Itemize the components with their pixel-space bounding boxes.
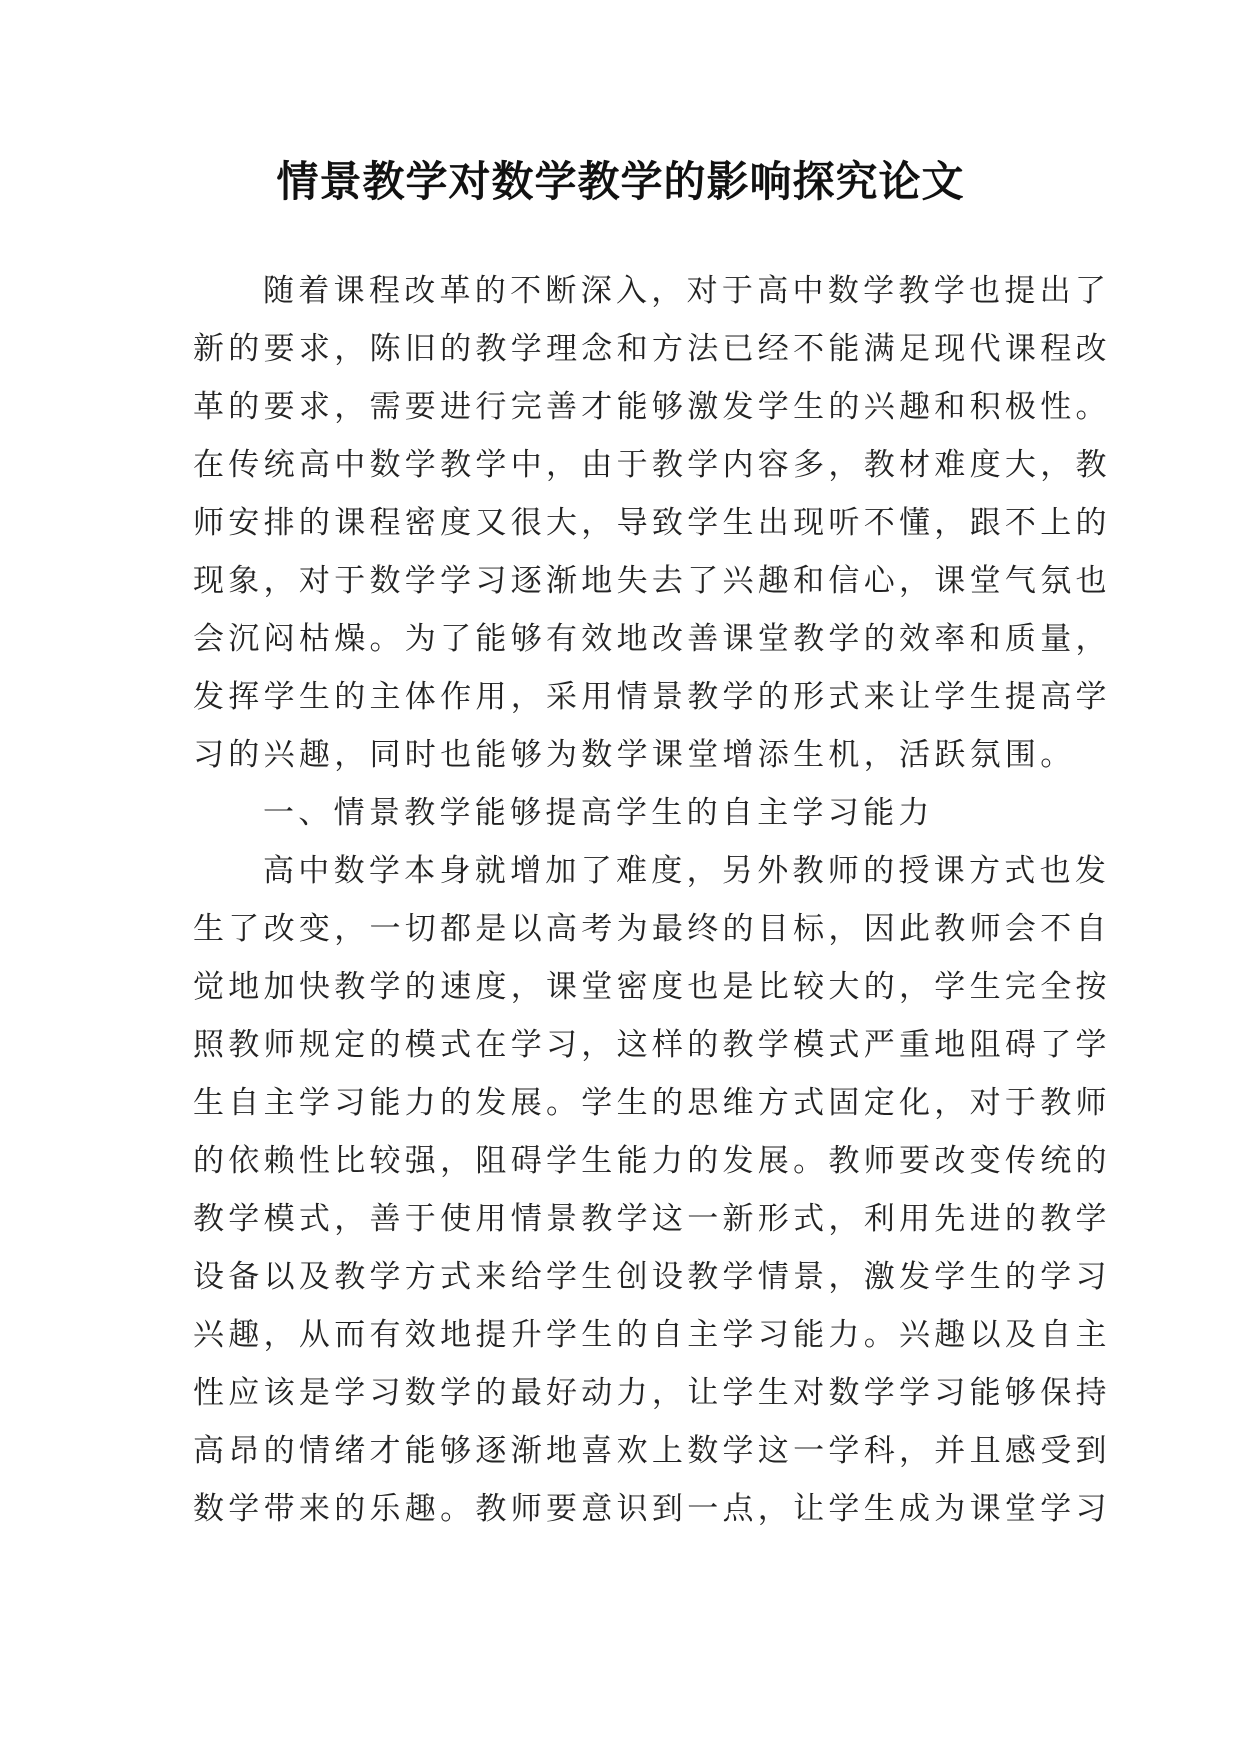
text-line: 革的要求，需要进行完善才能够激发学生的兴趣和积极性。 <box>193 389 1111 425</box>
text-line: 教学模式，善于使用情景教学这一新形式，利用先进的教学 <box>193 1201 1111 1237</box>
text-line: 数学带来的乐趣。教师要意识到一点，让学生成为课堂学习 <box>193 1491 1111 1527</box>
paragraph-first-line: 一、情景教学能够提高学生的自主学习能力 <box>263 795 934 831</box>
text-line: 生了改变，一切都是以高考为最终的目标，因此教师会不自 <box>193 911 1111 947</box>
text-line: 师安排的课程密度又很大，导致学生出现听不懂，跟不上的 <box>193 505 1111 541</box>
text-line: 的依赖性比较强，阻碍学生能力的发展。教师要改变传统的 <box>193 1143 1111 1179</box>
text-line: 觉地加快教学的速度，课堂密度也是比较大的，学生完全按 <box>193 969 1111 1005</box>
text-line: 兴趣，从而有效地提升学生的自主学习能力。兴趣以及自主 <box>193 1317 1111 1353</box>
document-title: 情景教学对数学教学的影响探究论文 <box>276 157 965 206</box>
text-line: 设备以及教学方式来给学生创设教学情景，激发学生的学习 <box>193 1259 1111 1295</box>
text-line: 高昂的情绪才能够逐渐地喜欢上数学这一学科，并且感受到 <box>193 1433 1111 1469</box>
text-line: 发挥学生的主体作用，采用情景教学的形式来让学生提高学 <box>193 679 1111 715</box>
document-body <box>193 262 1111 1538</box>
paragraph-first-line: 随着课程改革的不断深入，对于高中数学教学也提出了 <box>263 273 1111 309</box>
text-line: 生自主学习能力的发展。学生的思维方式固定化，对于教师 <box>193 1085 1111 1121</box>
paragraph-first-line: 高中数学本身就增加了难度，另外教师的授课方式也发 <box>263 853 1111 889</box>
text-line: 现象，对于数学学习逐渐地失去了兴趣和信心，课堂气氛也 <box>193 563 1111 599</box>
text-line: 在传统高中数学教学中，由于教学内容多，教材难度大，教 <box>193 447 1111 483</box>
text-line: 新的要求，陈旧的教学理念和方法已经不能满足现代课程改 <box>193 331 1111 367</box>
text-line: 性应该是学习数学的最好动力，让学生对数学学习能够保持 <box>193 1375 1111 1411</box>
text-line: 会沉闷枯燥。为了能够有效地改善课堂教学的效率和质量， <box>193 621 1111 657</box>
text-line: 习的兴趣，同时也能够为数学课堂增添生机，活跃氛围。 <box>193 737 1076 773</box>
text-line: 照教师规定的模式在学习，这样的教学模式严重地阻碍了学 <box>193 1027 1111 1063</box>
